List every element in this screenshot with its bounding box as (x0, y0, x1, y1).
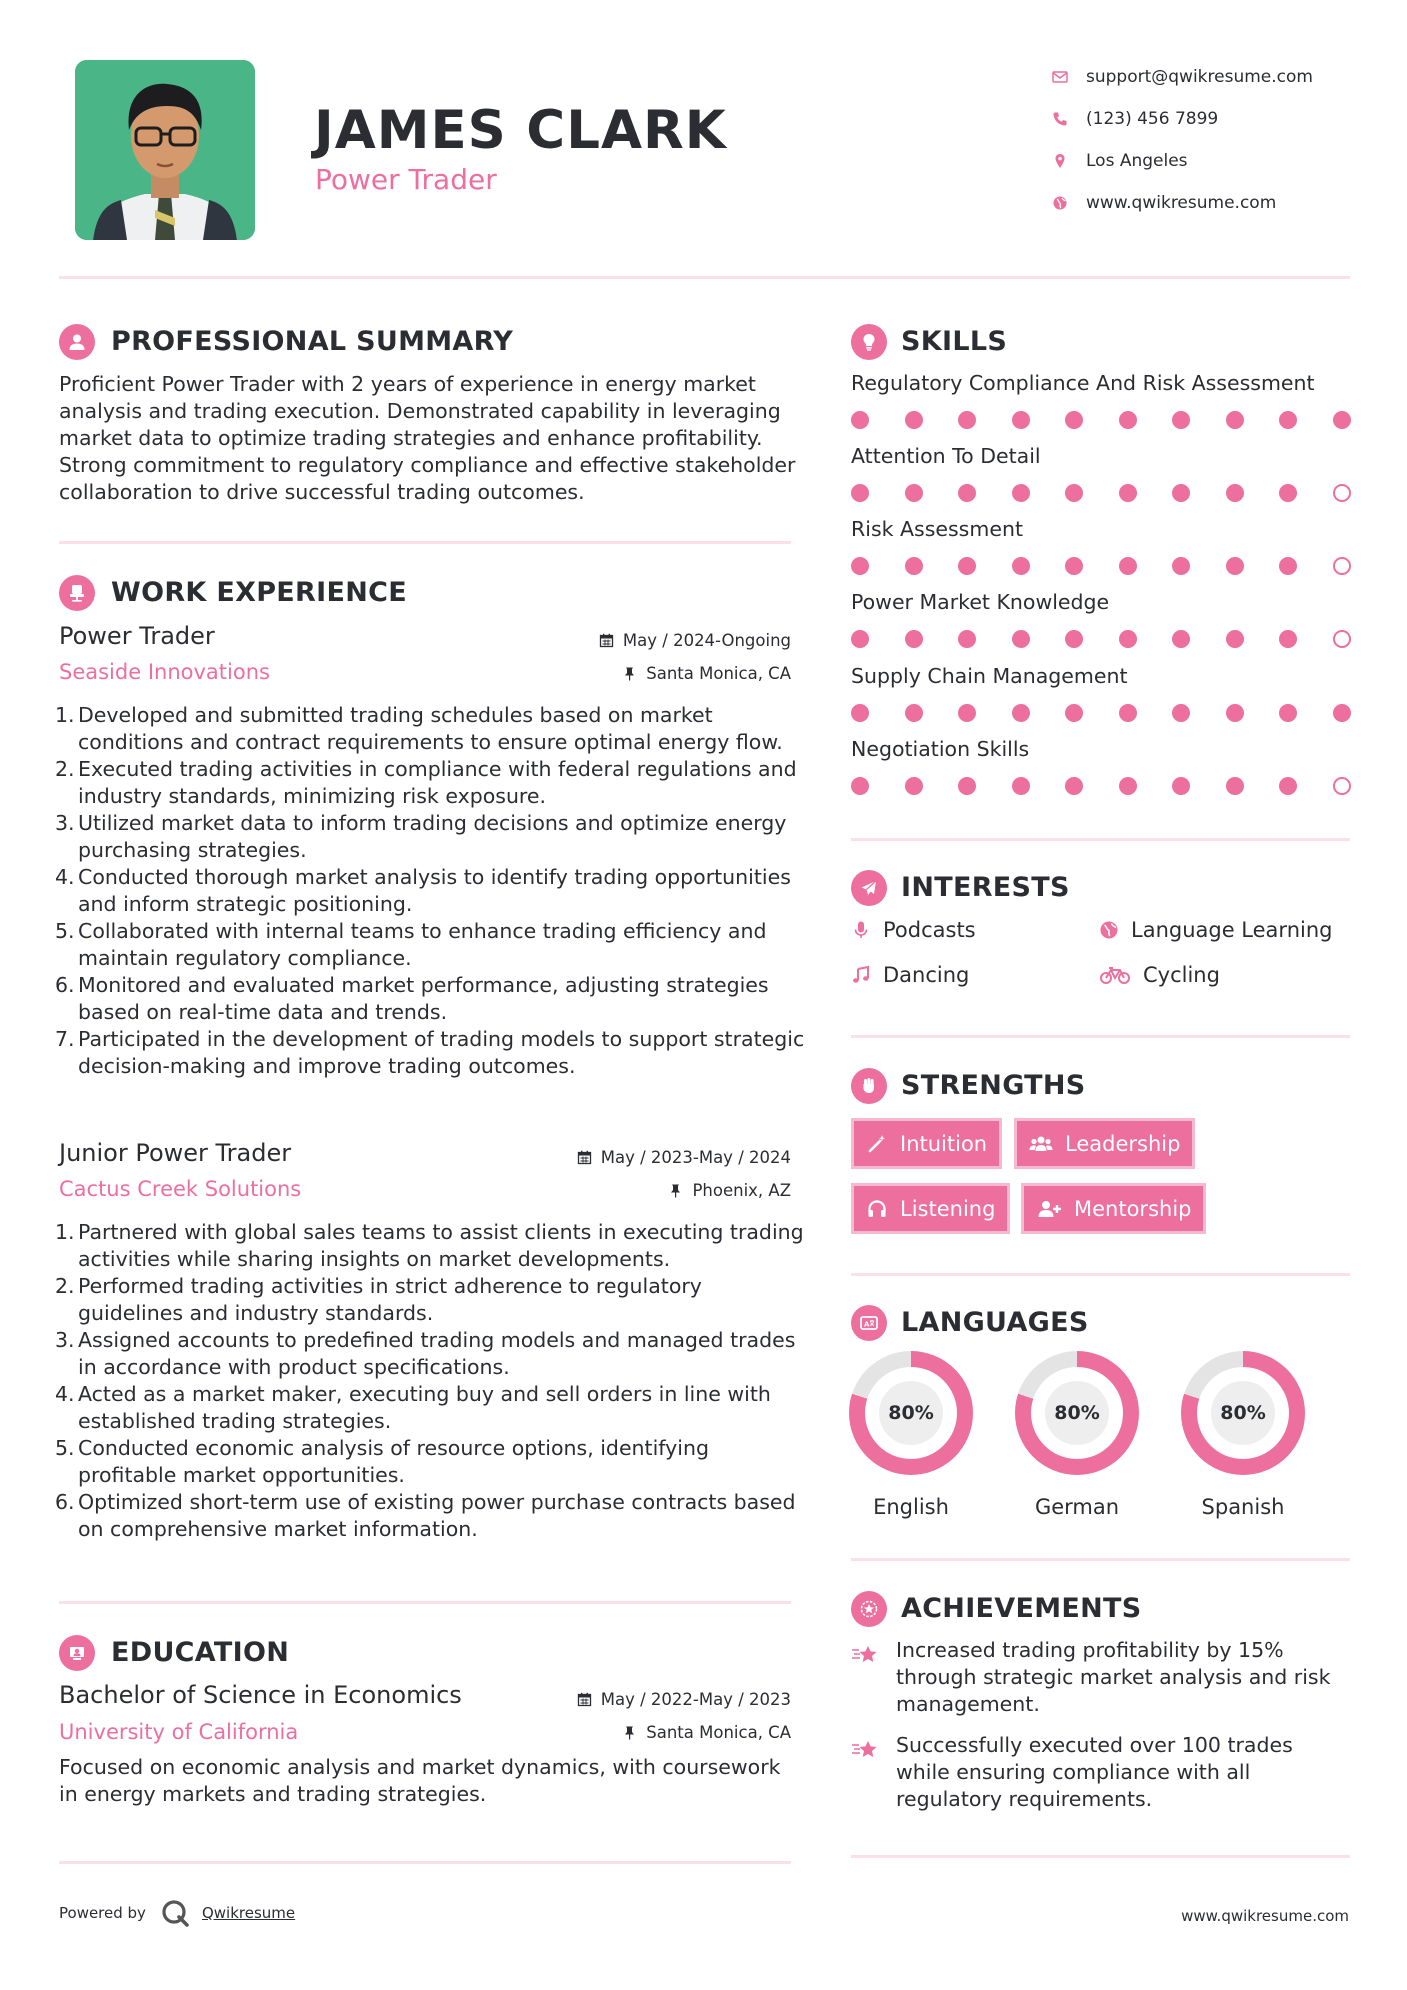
rating-dot-filled (1279, 630, 1297, 648)
achievements-heading: ACHIEVEMENTS (901, 1593, 1142, 1624)
rating-dot-filled (1065, 630, 1083, 648)
pushpin-icon (622, 666, 637, 681)
rating-dot-filled (905, 630, 923, 648)
bullet-text: Performed trading activities in strict adherence to regulatory guidelines and industry standards. (78, 1274, 702, 1325)
list-item: 5. Collaborated with internal teams to enhance trading efficiency and maintain regulatory compliance. (55, 919, 767, 970)
candidate-name: JAMES CLARK (314, 100, 727, 161)
user-plus-icon (1036, 1198, 1062, 1220)
rating-dot-filled (1012, 777, 1030, 795)
qwikresume-logo-icon (160, 1898, 190, 1928)
rating-dot-filled (1172, 557, 1190, 575)
bullet-text: Developed and submitted trading schedules based on market conditions and contract requirements to ensure optimal energy flow. (78, 703, 783, 754)
skill-rating (851, 704, 1351, 722)
rating-dot-filled (1226, 704, 1244, 722)
bicycle-icon (1099, 965, 1131, 985)
summary-heading: PROFESSIONAL SUMMARY (111, 326, 514, 357)
skill-row (851, 444, 1351, 502)
rating-dot-empty (1333, 557, 1351, 575)
envelope-icon (1052, 69, 1086, 85)
rating-dot-filled (958, 411, 976, 429)
job-dates-text: May / 2023-May / 2024 (600, 1148, 791, 1167)
list-item: 5. Conducted economic analysis of resource options, identifying profitable market opportunities. (55, 1436, 709, 1487)
skill-rating (851, 777, 1351, 795)
interest-label: Language Learning (1131, 918, 1333, 942)
rating-dot-filled (1279, 484, 1297, 502)
skills-divider (851, 838, 1350, 841)
paper-plane-icon (851, 870, 887, 906)
contact-website-text: www.qwikresume.com (1086, 193, 1277, 213)
rating-dot-filled (1119, 411, 1137, 429)
strength-label: Mentorship (1074, 1196, 1192, 1221)
strengths-heading: STRENGTHS (901, 1070, 1086, 1101)
rating-dot-filled (1012, 630, 1030, 648)
contact-phone-text: (123) 456 7899 (1086, 109, 1219, 129)
strength-tag-listening (851, 1183, 1010, 1234)
degree-title: Bachelor of Science in Economics (59, 1681, 462, 1709)
language-german (1015, 1351, 1139, 1519)
rating-dot-filled (1012, 484, 1030, 502)
interest-label: Cycling (1143, 963, 1220, 987)
skill-row (851, 737, 1351, 795)
skill-name: Regulatory Compliance And Risk Assessment (851, 371, 1315, 395)
interest-label: Dancing (883, 963, 970, 987)
bullet-text: Conducted thorough market analysis to identify trading opportunities and inform strategic positioning. (78, 865, 791, 916)
rating-dot-filled (958, 630, 976, 648)
job-company: Cactus Creek Solutions (59, 1177, 302, 1201)
bullet-text: Assigned accounts to predefined trading models and managed trades in accordance with product specifications. (78, 1328, 796, 1379)
rating-dot-filled (1119, 704, 1137, 722)
briefcase-chair-icon (59, 575, 95, 611)
bullet-text: Executed trading activities in compliance with federal regulations and industry standards, minimizing risk exposure. (78, 757, 797, 808)
candidate-title: Power Trader (315, 163, 497, 196)
contact-email[interactable] (1052, 56, 1313, 98)
rating-dot-filled (1279, 557, 1297, 575)
bullet-text: Collaborated with internal teams to enhance trading efficiency and maintain regulatory compliance. (78, 919, 767, 970)
contact-website[interactable] (1052, 182, 1313, 224)
contact-email-text: support@qwikresume.com (1086, 67, 1313, 87)
rating-dot-filled (851, 777, 869, 795)
globe-icon (1099, 920, 1119, 940)
summary-text: Proficient Power Trader with 2 years of experience in energy market analysis and trading execution. Demonstrated capability in leveraging market data to optimize trading strategies and enhance profitability. Strong commitment to regulatory compliance and effective stakeholder collaboration to drive successful trading outcomes. (59, 372, 796, 504)
rating-dot-filled (851, 557, 869, 575)
job-location (668, 1181, 791, 1200)
rating-dot-filled (1226, 777, 1244, 795)
powered-by-text: Powered by (59, 1904, 146, 1922)
rating-dot-filled (1333, 704, 1351, 722)
list-item: 2. Performed trading activities in strict adherence to regulatory guidelines and industry standards. (55, 1274, 702, 1325)
lightbulb-icon (851, 324, 887, 360)
rating-dot-filled (851, 411, 869, 429)
list-item: 6. Monitored and evaluated market performance, adjusting strategies based on real-time data and trends. (55, 973, 769, 1024)
headphones-icon (866, 1198, 888, 1220)
rating-dot-filled (1119, 777, 1137, 795)
rating-dot-empty (1333, 630, 1351, 648)
contact-list (1052, 56, 1313, 224)
experience-divider (59, 1601, 791, 1604)
bullet-text: Monitored and evaluated market performance, adjusting strategies based on real-time data and trends. (78, 973, 769, 1024)
achievement-text: Increased trading profitability by 15% through strategic market analysis and risk management. (896, 1638, 1331, 1716)
users-icon (1029, 1133, 1053, 1155)
skill-row (851, 664, 1351, 722)
achievement-item (851, 1637, 1351, 1718)
strengths-divider (851, 1273, 1350, 1276)
list-item: 6. Optimized short-term use of existing power purchase contracts based on comprehensive market information. (55, 1490, 796, 1541)
footer-url[interactable]: www.qwikresume.com (1181, 1907, 1349, 1925)
rating-dot-filled (1065, 704, 1083, 722)
education-description: Focused on economic analysis and market dynamics, with coursework in energy markets and trading strategies. (59, 1755, 781, 1806)
rating-dot-filled (1119, 557, 1137, 575)
interest-cycling (1099, 963, 1220, 987)
bullet-text: Conducted economic analysis of resource options, identifying profitable market opportunities. (78, 1436, 709, 1487)
shooting-star-icon (851, 1637, 896, 1718)
rating-dot-filled (851, 630, 869, 648)
job-dates-text: May / 2024-Ongoing (622, 631, 791, 650)
star-badge-icon (851, 1591, 887, 1627)
language-name: English (873, 1495, 949, 1519)
graduation-icon (59, 1635, 95, 1671)
rating-dot-filled (958, 777, 976, 795)
rating-dot-filled (851, 704, 869, 722)
rating-dot-filled (1279, 777, 1297, 795)
job-dates (577, 1148, 791, 1167)
ring-inner (1197, 1367, 1289, 1459)
education-location (622, 1723, 791, 1742)
language-percent: 80% (1045, 1381, 1109, 1445)
language-percent: 80% (879, 1381, 943, 1445)
education-dates (577, 1690, 791, 1709)
job-location (622, 664, 791, 683)
language-card-icon (851, 1305, 887, 1341)
rating-dot-filled (1012, 411, 1030, 429)
skill-rating (851, 557, 1351, 575)
education-divider (59, 1861, 791, 1864)
skill-name: Supply Chain Management (851, 664, 1128, 688)
rating-dot-filled (1333, 411, 1351, 429)
skill-name: Power Market Knowledge (851, 590, 1110, 614)
skill-row (851, 590, 1351, 648)
rating-dot-filled (1012, 557, 1030, 575)
rating-dot-filled (1172, 777, 1190, 795)
ring-inner (1031, 1367, 1123, 1459)
skill-rating (851, 411, 1351, 429)
language-english (849, 1351, 973, 1519)
achievement-item (851, 1732, 1351, 1813)
ring-inner (865, 1367, 957, 1459)
strength-label: Listening (900, 1196, 996, 1221)
language-name: Spanish (1201, 1495, 1285, 1519)
rating-dot-filled (1172, 484, 1190, 502)
rating-dot-filled (905, 411, 923, 429)
magic-wand-icon (866, 1133, 888, 1155)
interests-heading: INTERESTS (901, 872, 1070, 903)
education-location-text: Santa Monica, CA (646, 1723, 791, 1742)
contact-location-text: Los Angeles (1086, 151, 1188, 171)
pushpin-icon (668, 1183, 683, 1198)
rating-dot-filled (1119, 630, 1137, 648)
rating-dot-filled (1065, 411, 1083, 429)
job-title: Junior Power Trader (59, 1139, 292, 1167)
school-name: University of California (59, 1720, 299, 1744)
language-progress-ring (1181, 1351, 1305, 1475)
skill-rating (851, 484, 1351, 502)
rating-dot-filled (1172, 411, 1190, 429)
interest-language-learning (1099, 918, 1332, 942)
job-dates (599, 631, 791, 650)
map-pin-icon (1052, 153, 1086, 169)
bullet-text: Participated in the development of trading models to support strategic decision-making and improve trading outcomes. (78, 1027, 805, 1078)
rating-dot-empty (1333, 484, 1351, 502)
job-bullets (55, 702, 808, 1080)
strength-tag-mentorship (1021, 1183, 1206, 1234)
rating-dot-filled (1226, 484, 1244, 502)
contact-phone[interactable] (1052, 98, 1313, 140)
job-location-text: Phoenix, AZ (692, 1181, 791, 1200)
raised-fist-icon (851, 1068, 887, 1104)
list-item: 1. Developed and submitted trading schedules based on market conditions and contract requirements to ensure optimal energy flow. (55, 703, 783, 754)
music-note-icon (851, 965, 871, 985)
rating-dot-filled (958, 484, 976, 502)
user-icon (59, 324, 95, 360)
achievements-divider (851, 1855, 1350, 1858)
rating-dot-filled (905, 557, 923, 575)
phone-icon (1052, 111, 1086, 127)
contact-location (1052, 140, 1313, 182)
calendar-icon (577, 1692, 592, 1707)
language-progress-ring (1015, 1351, 1139, 1475)
job-company: Seaside Innovations (59, 660, 270, 684)
rating-dot-filled (1172, 630, 1190, 648)
rating-dot-filled (958, 557, 976, 575)
rating-dot-filled (1226, 630, 1244, 648)
rating-dot-filled (1172, 704, 1190, 722)
list-item: 7. Participated in the development of trading models to support strategic decision-making and improve trading outcomes. (55, 1027, 805, 1078)
skill-name: Attention To Detail (851, 444, 1041, 468)
education-dates-text: May / 2022-May / 2023 (600, 1690, 791, 1709)
rating-dot-filled (1226, 411, 1244, 429)
rating-dot-filled (1279, 704, 1297, 722)
rating-dot-filled (851, 484, 869, 502)
strength-label: Leadership (1065, 1131, 1181, 1156)
rating-dot-filled (905, 704, 923, 722)
footer-powered-by (59, 1898, 295, 1928)
rating-dot-filled (958, 704, 976, 722)
bullet-text: Optimized short-term use of existing power purchase contracts based on comprehensive market information. (78, 1490, 796, 1541)
bullet-text: Acted as a market maker, executing buy and sell orders in line with established trading strategies. (78, 1382, 771, 1433)
language-percent: 80% (1211, 1381, 1275, 1445)
job-title: Power Trader (59, 622, 215, 650)
achievement-text: Successfully executed over 100 trades while ensuring compliance with all regulatory requirements. (896, 1733, 1293, 1811)
interests-divider (851, 1035, 1350, 1038)
microphone-icon (851, 920, 871, 940)
strength-tag-intuition (851, 1118, 1002, 1169)
bullet-text: Partnered with global sales teams to assist clients in executing trading activities while sharing insights on market developments. (78, 1220, 804, 1271)
header-divider (59, 276, 1350, 279)
language-spanish (1181, 1351, 1305, 1519)
experience-heading: WORK EXPERIENCE (111, 577, 407, 608)
rating-dot-filled (1065, 777, 1083, 795)
interest-dancing (851, 963, 969, 987)
rating-dot-empty (1333, 777, 1351, 795)
rating-dot-filled (1279, 411, 1297, 429)
skill-name: Risk Assessment (851, 517, 1023, 541)
skills-heading: SKILLS (901, 326, 1008, 357)
languages-divider (851, 1558, 1350, 1561)
interest-podcasts (851, 918, 976, 942)
skill-row (851, 517, 1351, 575)
language-name: German (1034, 1495, 1120, 1519)
job-location-text: Santa Monica, CA (646, 664, 791, 683)
list-item: 3. Assigned accounts to predefined trading models and managed trades in accordance with product specifications. (55, 1328, 796, 1379)
strength-tag-leadership (1014, 1118, 1195, 1169)
skill-rating (851, 630, 1351, 648)
list-item: 4. Conducted thorough market analysis to identify trading opportunities and inform strategic positioning. (55, 865, 791, 916)
list-item: 1. Partnered with global sales teams to assist clients in executing trading activities while sharing insights on market developments. (55, 1220, 804, 1271)
calendar-icon (599, 633, 614, 648)
skill-row (851, 371, 1351, 429)
rating-dot-filled (905, 484, 923, 502)
job-bullets (55, 1219, 808, 1543)
rating-dot-filled (1065, 484, 1083, 502)
qwikresume-link[interactable]: Qwikresume (201, 1904, 296, 1922)
language-progress-ring (849, 1351, 973, 1475)
summary-divider (59, 541, 791, 544)
rating-dot-filled (1012, 704, 1030, 722)
pushpin-icon (622, 1725, 637, 1740)
shooting-star-icon (851, 1732, 896, 1813)
bullet-text: Utilized market data to inform trading decisions and optimize energy purchasing strategies. (78, 811, 787, 862)
rating-dot-filled (905, 777, 923, 795)
globe-icon (1052, 195, 1086, 211)
rating-dot-filled (1226, 557, 1244, 575)
rating-dot-filled (1065, 557, 1083, 575)
skill-name: Negotiation Skills (851, 737, 1030, 761)
list-item: 3. Utilized market data to inform trading decisions and optimize energy purchasing strategies. (55, 811, 787, 862)
profile-photo (75, 60, 255, 240)
svg-text:A: A (864, 1320, 870, 1329)
rating-dot-filled (1119, 484, 1137, 502)
education-heading: EDUCATION (111, 1637, 290, 1668)
interest-label: Podcasts (883, 918, 976, 942)
strength-label: Intuition (900, 1131, 988, 1156)
languages-heading: LANGUAGES (901, 1307, 1089, 1338)
list-item: 4. Acted as a market maker, executing buy and sell orders in line with established trading strategies. (55, 1382, 771, 1433)
calendar-icon (577, 1150, 592, 1165)
list-item: 2. Executed trading activities in compliance with federal regulations and industry standards, minimizing risk exposure. (55, 757, 797, 808)
